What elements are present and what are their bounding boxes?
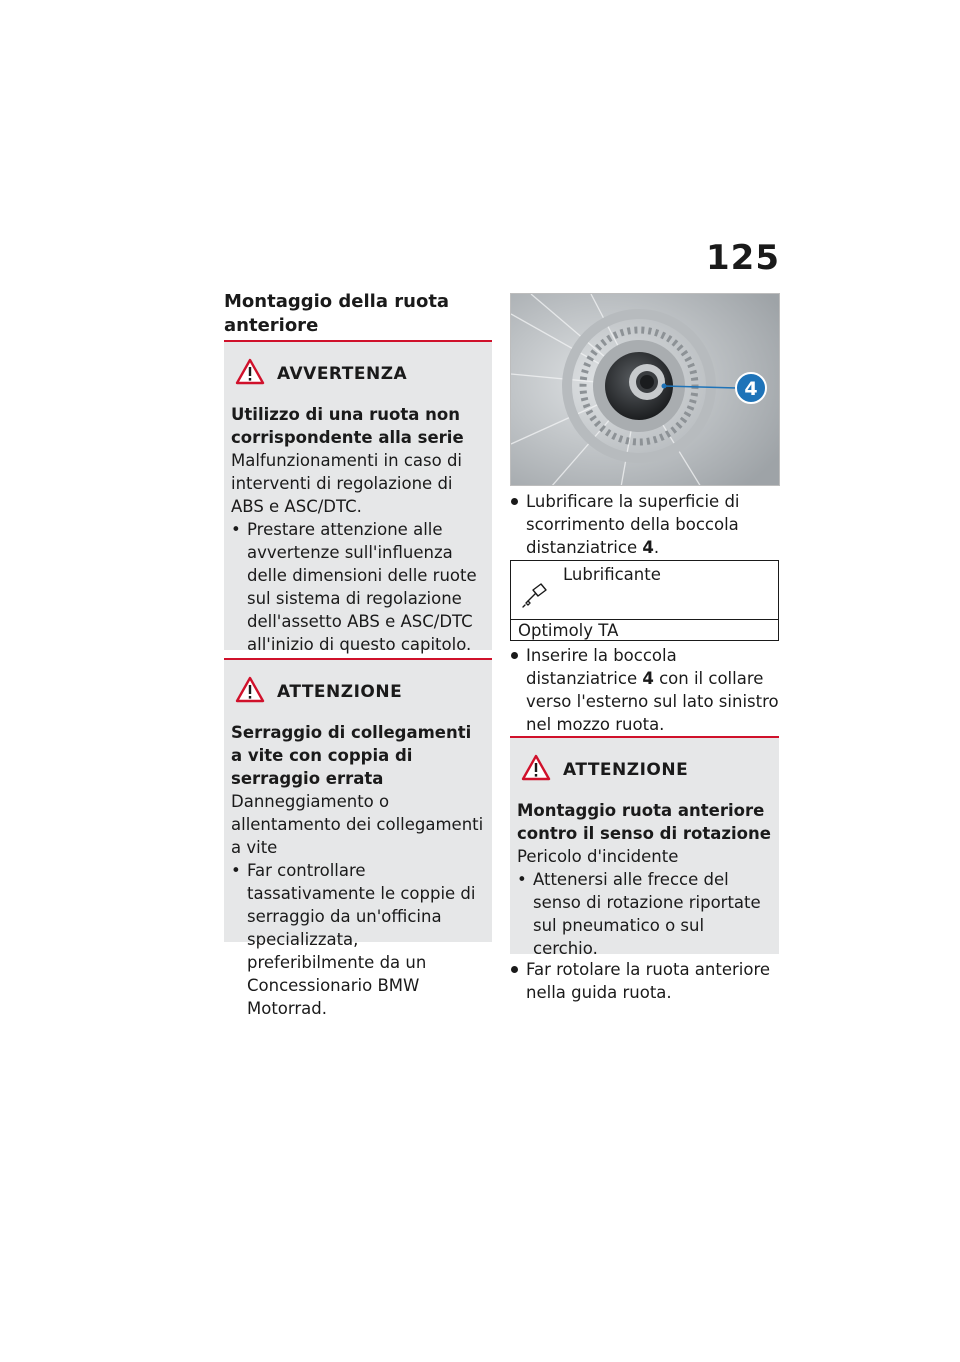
warning-label: AVVERTENZA [277,363,408,384]
step-list-2 [510,644,780,736]
warning-title: Montaggio ruota anteriore contro il senso di rotazione [517,801,771,843]
warning-label: ATTENZIONE [563,759,689,780]
step-end: . [653,538,660,557]
lubricant-icon [521,581,553,613]
warning-title: Utilizzo di una ruota non corrispondente alla serie [231,405,464,447]
warning-bullet: • Attenersi alle frecce del senso di rotazione riportate sul pneumatico o sul cerchio. [517,868,773,960]
step-item [510,490,780,559]
warning-triangle-icon [235,358,265,389]
step-ref: 4 [642,669,654,688]
warning-bullet: • Far controllare tassativamente le coppie di serraggio da un'officina specializzata, preferibilmente da un Concessionario BMW Motorrad. [231,859,486,1020]
section-title: Montaggio della ruota anteriore [224,291,450,336]
lubricant-table [510,560,779,641]
warning-bullet: • Prestare attenzione alle avvertenze sull'influenza delle dimensioni delle ruote sul sistema di regolazione dell'assetto ABS e ASC/DTC all'inizio di questo capitolo. [231,518,486,656]
warning-text: Danneggiamento o allentamento dei collegamenti a vite [231,792,484,857]
callout-badge [736,373,766,403]
step-text: con il collare verso l'esterno sul lato sinistro nel mozzo ruota. [526,669,779,734]
page-number: 125 [706,238,780,278]
warning-box-attenzione-rotation [510,736,779,958]
warning-bullets [517,868,773,960]
callout-number: 4 [744,378,758,400]
step-text: Inserire la boccola distanziatrice [526,646,677,688]
warning-text: Malfunzionamenti in caso di interventi di regolazione di ABS e ASC/DTC. [231,451,463,516]
step-item: Far rotolare la ruota anteriore nella guida ruota. [510,958,780,1004]
warning-label: ATTENZIONE [277,681,403,702]
lubricant-value: Optimoly TA [518,621,619,640]
lubricant-label: Lubrificante [563,565,661,584]
step-ref: 4 [642,538,654,557]
warning-text: Pericolo d'incidente [517,847,679,866]
warning-triangle-icon [521,754,551,785]
warning-bullets [231,859,486,1020]
step-list-3 [510,958,780,1004]
warning-title: Serraggio di collegamenti a vite con coppia di serraggio errata [231,723,472,788]
warning-bullets [231,518,486,656]
step-item [510,644,780,736]
wheel-hub-photo [510,293,780,486]
warning-box-attenzione [224,658,492,1018]
warning-box-avvertenza [224,340,492,654]
warning-triangle-icon [235,676,265,707]
step-list-1 [510,490,780,559]
step-text: Lubrificare la superficie di scorrimento della boccola distanziatrice [526,492,740,557]
